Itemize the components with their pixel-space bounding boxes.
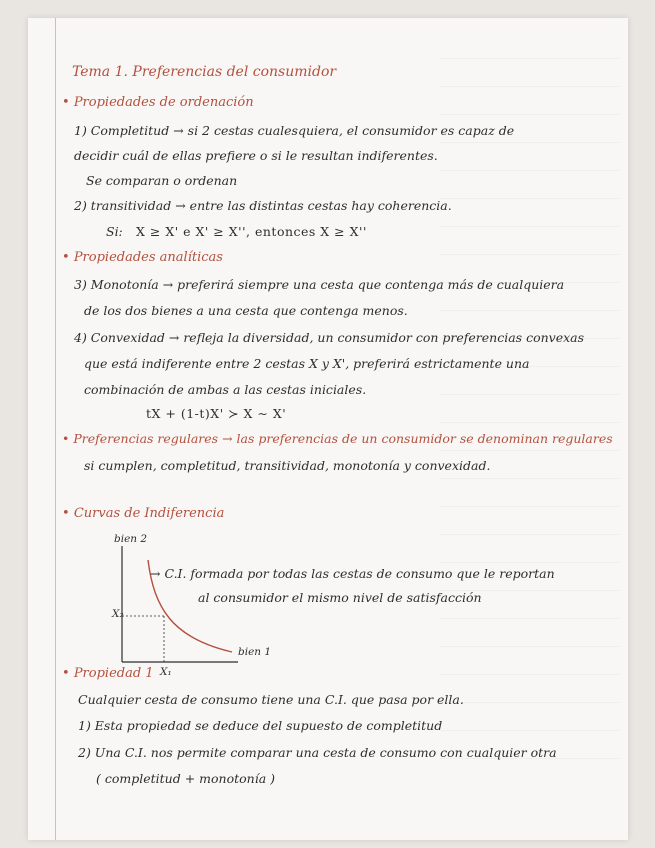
line-prop1-4: ( completitud + monotonía ) bbox=[96, 771, 275, 786]
heading-analiticas-text: Propiedades analíticas bbox=[73, 250, 223, 265]
page-margin-line bbox=[55, 18, 56, 840]
graph-x1-label: X₁ bbox=[160, 666, 172, 678]
line-prop1-1: Cualquier cesta de consumo tiene una C.I. que pasa por ella. bbox=[78, 692, 464, 707]
line-convexidad-formula: tX + (1-t)X' ≻ X ∼ X' bbox=[146, 406, 287, 421]
line-prop1-3: 2) Una C.I. nos permite comparar una cesta de consumo con cualquier otra bbox=[78, 745, 557, 760]
heading-curvas-text: Curvas de Indiferencia bbox=[73, 506, 225, 521]
line-regulares-1: • Preferencias regulares → las preferencias de un consumidor se denominan regulares bbox=[62, 431, 613, 446]
graph-x2-label: X₂ bbox=[112, 608, 124, 620]
line-transitividad-2: X ≥ X' e X' ≥ X'', entonces X ≥ X'' bbox=[136, 224, 367, 239]
graph-ylabel: bien 2 bbox=[114, 533, 148, 545]
line-completitud-3: Se comparan o ordenan bbox=[86, 173, 238, 188]
line-convexidad-2: que está indiferente entre 2 cestas X y X', preferirá estrictamente una bbox=[84, 356, 530, 371]
bleed-through-text bbox=[440, 58, 620, 778]
line-ci-2: al consumidor el mismo nivel de satisfacción bbox=[198, 590, 482, 605]
line-transitividad-1: 2) transitividad → entre las distintas cestas hay coherencia. bbox=[74, 198, 452, 213]
line-convexidad-1: 4) Convexidad → refleja la diversidad, un consumidor con preferencias convexas bbox=[74, 330, 585, 345]
heading-curvas: • Curvas de Indiferencia bbox=[62, 506, 225, 521]
line-monotonia-1: 3) Monotonía → preferirá siempre una cesta que contenga más de cualquiera bbox=[74, 277, 565, 292]
heading-ordenacion-text: Propiedades de ordenación bbox=[73, 95, 254, 110]
line-regulares-2: si cumplen, completitud, transitividad, monotonía y convexidad. bbox=[84, 458, 491, 473]
heading-propiedad1-text: Propiedad 1 bbox=[73, 666, 154, 681]
regulares-text: Preferencias regulares → las preferencias de un consumidor se denominan regulares bbox=[73, 431, 613, 446]
line-completitud-2: decidir cuál de ellas prefiere o si le resultan indiferentes. bbox=[74, 148, 438, 163]
line-convexidad-3: combinación de ambas a las cestas iniciales. bbox=[84, 382, 367, 397]
heading-ordenacion: • Propiedades de ordenación bbox=[62, 95, 254, 110]
notebook-page bbox=[28, 18, 628, 840]
line-monotonia-2: de los dos bienes a una cesta que contenga menos. bbox=[84, 303, 408, 318]
line-completitud-1: 1) Completitud → si 2 cestas cualesquiera, el consumidor es capaz de bbox=[74, 123, 515, 138]
heading-analiticas: • Propiedades analíticas bbox=[62, 250, 223, 265]
heading-propiedad1: • Propiedad 1 bbox=[62, 666, 154, 681]
line-ci-1: → C.I. formada por todas las cestas de consumo que le reportan bbox=[150, 566, 555, 581]
page-title: Tema 1. Preferencias del consumidor bbox=[72, 64, 337, 80]
line-transitividad-si: Si: bbox=[106, 224, 123, 239]
line-prop1-2: 1) Esta propiedad se deduce del supuesto de completitud bbox=[78, 718, 443, 733]
graph-xlabel: bien 1 bbox=[238, 646, 272, 658]
